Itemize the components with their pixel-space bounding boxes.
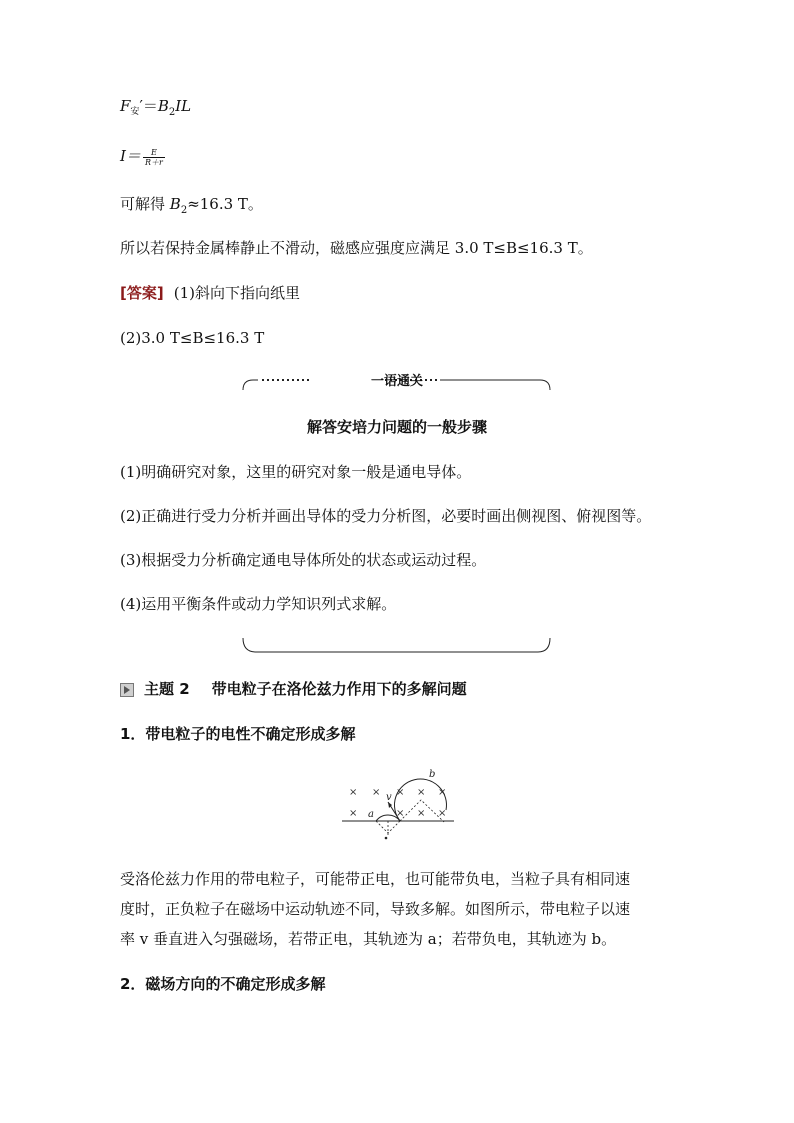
current-fraction xyxy=(143,148,165,167)
answer-part-1: (1)斜向下指向纸里 xyxy=(173,284,300,302)
field-cross: × xyxy=(438,808,447,819)
current-lhs: I＝ xyxy=(120,147,141,165)
field-symbol: B xyxy=(157,97,169,115)
field-subscript: 2 xyxy=(168,107,176,118)
topic-label: 主题 2 xyxy=(144,680,190,698)
field-cross: × xyxy=(349,787,358,798)
fraction-denominator: R＋r xyxy=(144,157,163,167)
field-cross: × xyxy=(372,787,381,798)
solution-var: B xyxy=(169,195,181,213)
summary-step-1: (1)明确研究对象，这里的研究对象一般是通电导体。 xyxy=(120,463,472,481)
fraction-numerator: E xyxy=(143,148,165,158)
answer-line-1 xyxy=(120,283,300,303)
section-2-heading: 2．磁场方向的不确定形成多解 xyxy=(120,975,326,993)
summary-step-4: (4)运用平衡条件或动力学知识列式求解。 xyxy=(120,595,397,613)
solution-tail: ≈16.3 T。 xyxy=(187,195,263,213)
force-tail: IL xyxy=(175,97,192,115)
field-cross: × xyxy=(417,808,426,819)
force-subscript: 安 xyxy=(130,107,140,117)
current-equation xyxy=(120,146,165,167)
topic-heading xyxy=(120,679,467,699)
field-cross: × xyxy=(417,787,426,798)
summary-title: 解答安培力问题的一般步骤 xyxy=(306,418,487,436)
force-equation xyxy=(120,96,191,116)
field-cross: × xyxy=(438,787,447,798)
section-1-paragraph-line-3: 率 v 垂直进入匀强磁场，若带正电，其轨迹为 a；若带负电，其轨迹为 b。 xyxy=(120,930,617,948)
play-icon xyxy=(120,683,134,697)
topic-title: 带电粒子在洛伦兹力作用下的多解问题 xyxy=(211,680,467,698)
summary-step-2: (2)正确进行受力分析并画出导体的受力分析图，必要时画出侧视图、俯视图等。 xyxy=(120,507,652,525)
force-equals: ′＝ xyxy=(139,97,158,115)
label-a: a xyxy=(368,809,374,820)
section-1-paragraph-line-2: 度时，正负粒子在磁场中运动轨迹不同，导致多解。如图所示，带电粒子以速 xyxy=(120,900,631,918)
section-1-paragraph-line-1: 受洛伦兹力作用的带电粒子，可能带正电，也可能带负电，当粒子具有相同速 xyxy=(120,870,631,888)
charged-particle-figure xyxy=(336,766,466,846)
section-1-heading: 1．带电粒子的电性不确定形成多解 xyxy=(120,725,356,743)
force-symbol: F xyxy=(120,97,131,115)
center-dot xyxy=(385,837,388,840)
label-v: v xyxy=(386,792,392,803)
label-b: b xyxy=(429,769,436,780)
summary-box-bottom xyxy=(243,638,550,652)
answer-line-2: (2)3.0 T≤B≤16.3 T xyxy=(120,329,265,347)
answer-tag: [答案] xyxy=(120,284,164,302)
solution-line-2: 所以若保持金属棒静止不滑动，磁感应强度应满足 3.0 T≤B≤16.3 T。 xyxy=(120,239,593,257)
solution-line-1 xyxy=(120,194,263,214)
field-cross: × xyxy=(396,787,405,798)
field-cross: × xyxy=(349,808,358,819)
summary-step-3: (3)根据受力分析确定通电导体所处的状态或运动过程。 xyxy=(120,551,487,569)
solution-sub: 2 xyxy=(180,205,188,216)
summary-box-label: 一语通关 xyxy=(370,374,423,389)
solution-prefix: 可解得 xyxy=(120,195,170,213)
field-cross: × xyxy=(396,808,405,819)
